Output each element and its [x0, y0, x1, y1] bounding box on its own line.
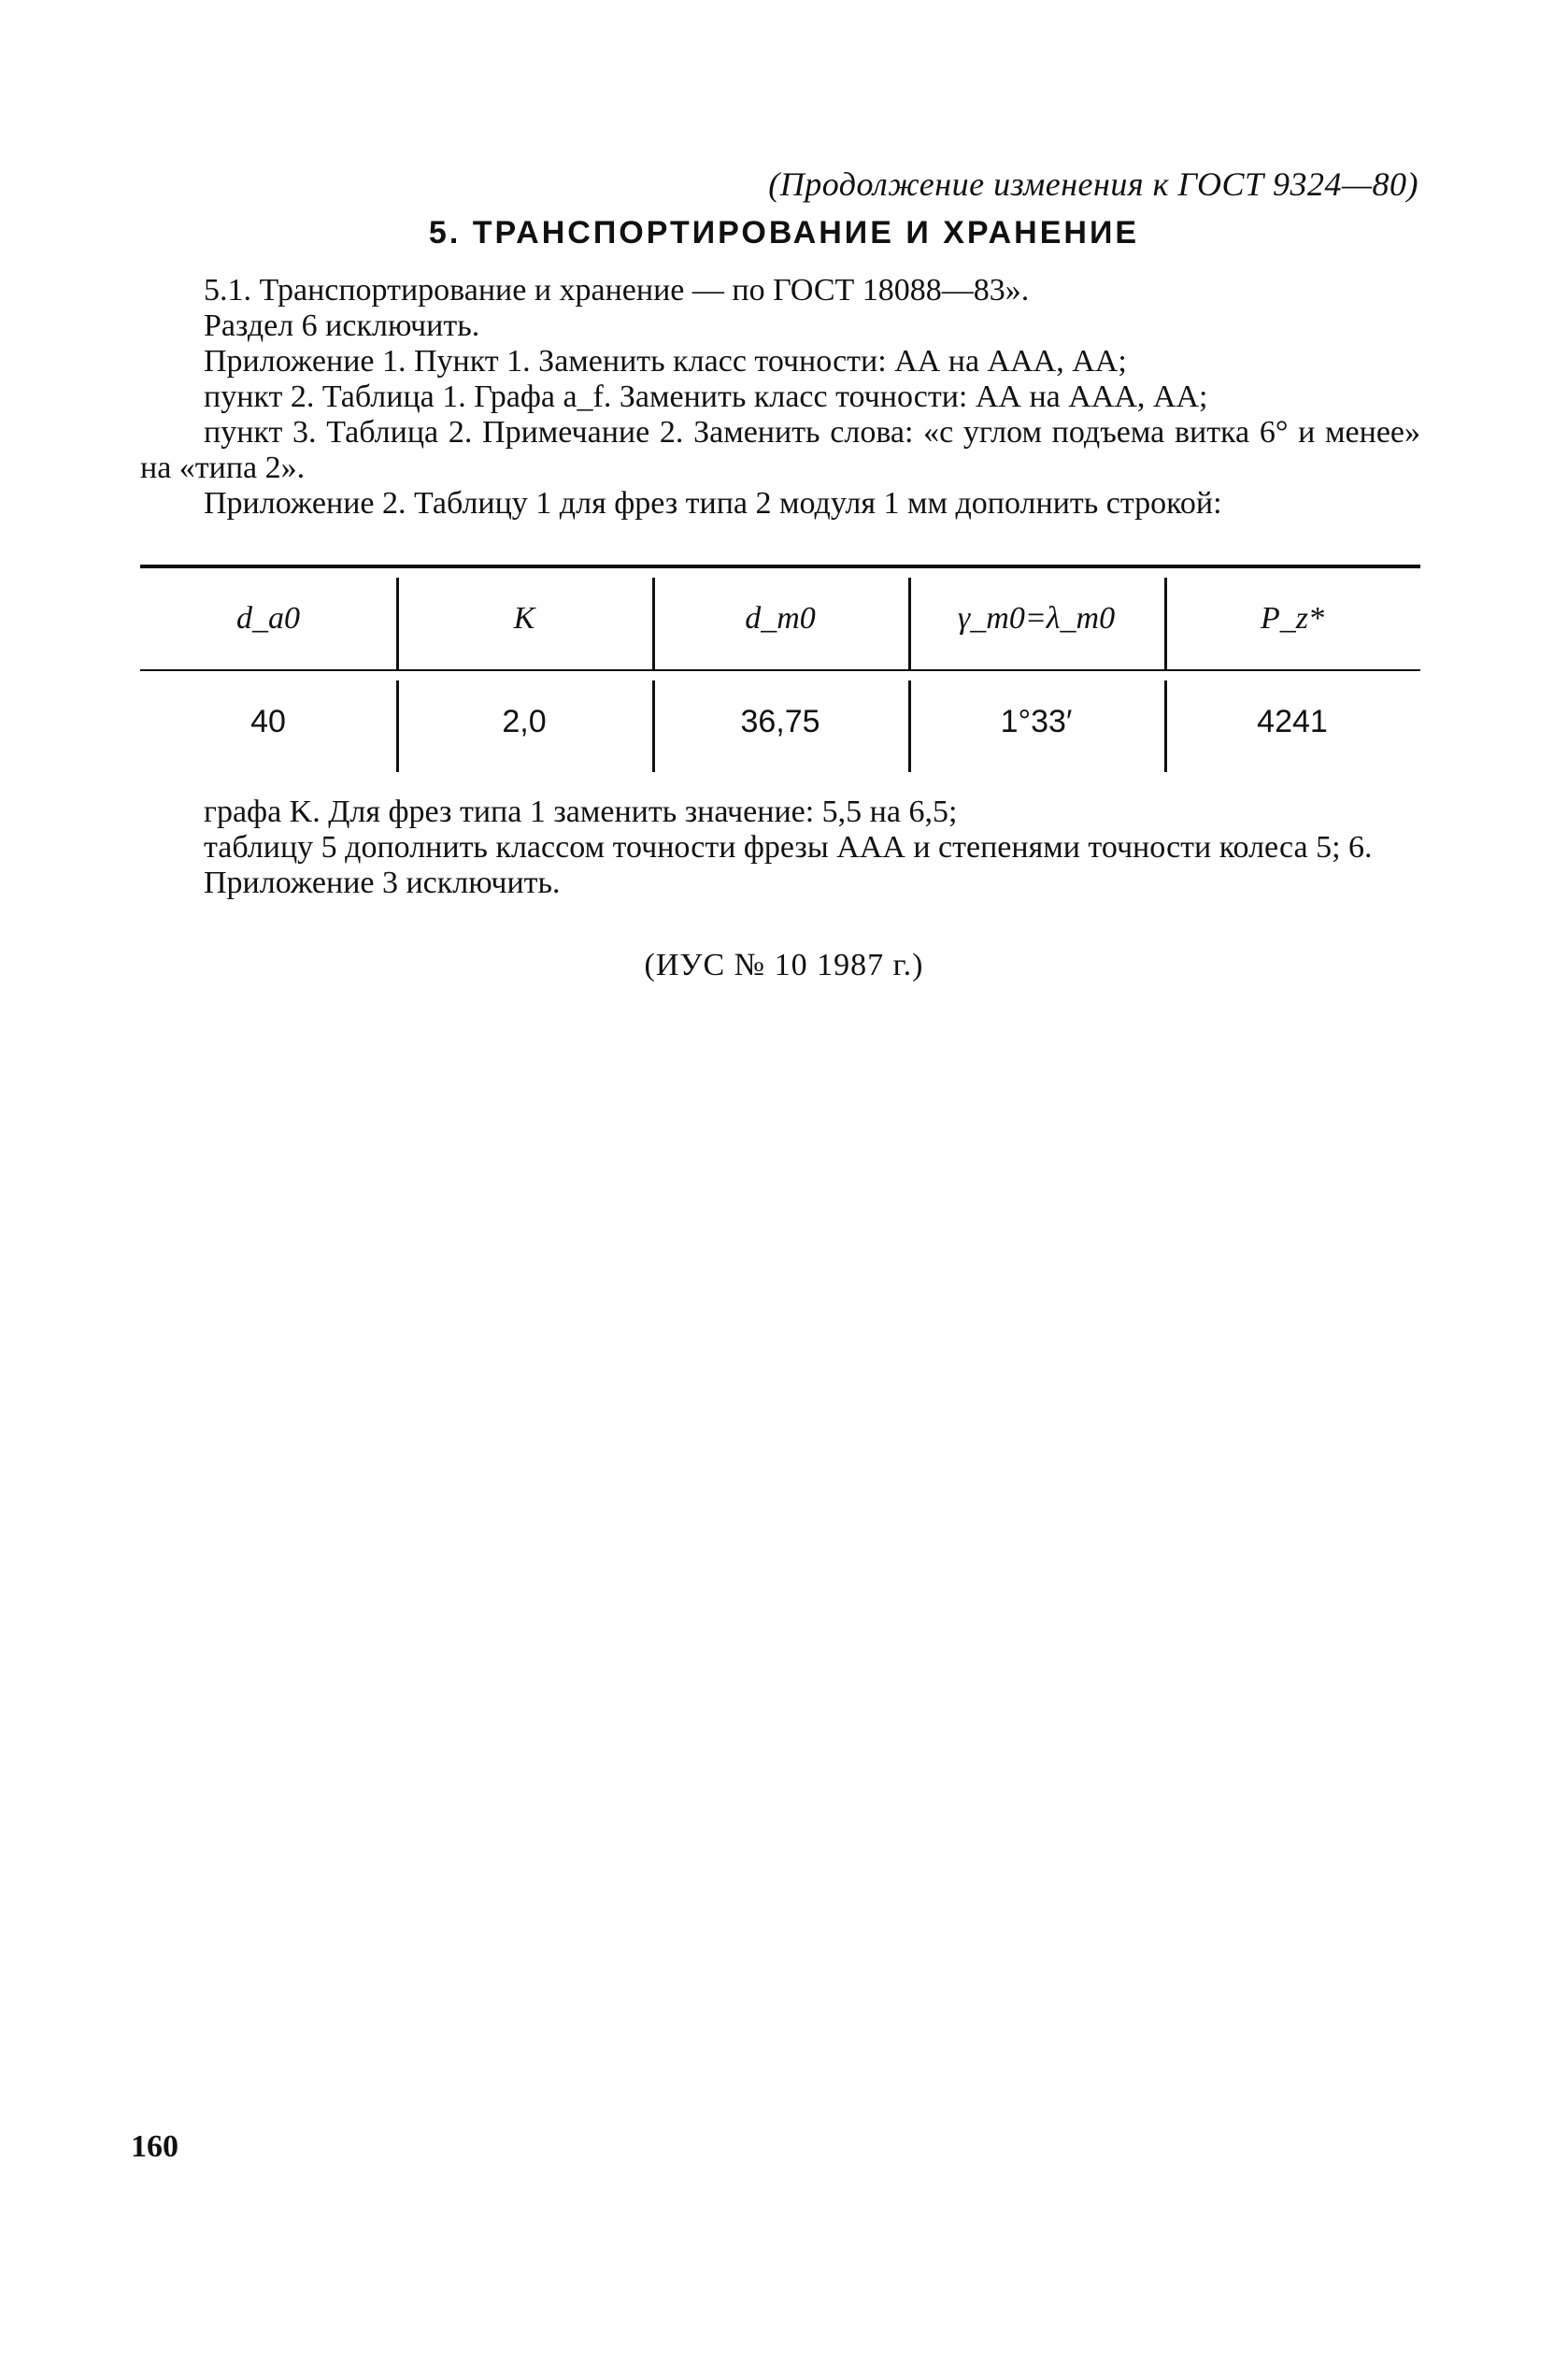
data-table [140, 565, 1420, 772]
paragraph: Приложение 3 исключить. [204, 866, 561, 900]
table-cell: 4241 [1164, 671, 1420, 772]
table-row [140, 671, 1420, 772]
paragraph: пункт 3. Таблица 2. Примечание 2. Заменить слова: «с углом подъема витка 6° и менее» на «типа 2». [140, 415, 1420, 485]
text-block-bottom [140, 795, 1420, 901]
text-block-top [140, 273, 1420, 522]
paragraph: пункт 2. Таблица 1. Графа a_f. Заменить класс точности: АА на ААА, АА; [204, 380, 1208, 414]
paragraph: 5.1. Транспортирование и хранение — по ГОСТ 18088—83». [204, 273, 1030, 308]
table-header-row [140, 568, 1420, 669]
table-cell: 1°33′ [908, 671, 1164, 772]
section-title: 5. ТРАНСПОРТИРОВАНИЕ И ХРАНЕНИЕ [428, 215, 1140, 251]
paragraph: Приложение 1. Пункт 1. Заменить класс точности: АА на ААА, АА; [204, 344, 1127, 379]
table-cell: 2,0 [396, 671, 652, 772]
table-header-cell: d_m0 [652, 568, 908, 669]
page-number: 160 [131, 2129, 178, 2164]
table-header-cell: P_z* [1164, 568, 1420, 669]
table-header-cell: K [396, 568, 652, 669]
table-header-cell: d_a0 [236, 601, 300, 636]
paragraph: графа K. Для фрез типа 1 заменить значение: 5,5 на 6,5; [204, 795, 958, 829]
paragraph: Приложение 2. Таблицу 1 для фрез типа 2 модуля 1 мм дополнить строкой: [204, 486, 1222, 521]
paragraph: таблицу 5 дополнить классом точности фрезы ААА и степенями точности колеса 5; 6. [204, 830, 1373, 865]
continuation-note: (Продолжение изменения к ГОСТ 9324—80) [768, 165, 1418, 203]
table-cell: 40 [250, 703, 286, 739]
paragraph: Раздел 6 исключить. [204, 308, 480, 343]
source-reference: (ИУС № 10 1987 г.) [644, 948, 924, 982]
table-cell: 36,75 [652, 671, 908, 772]
table-header-cell: γ_m0=λ_m0 [908, 568, 1164, 669]
